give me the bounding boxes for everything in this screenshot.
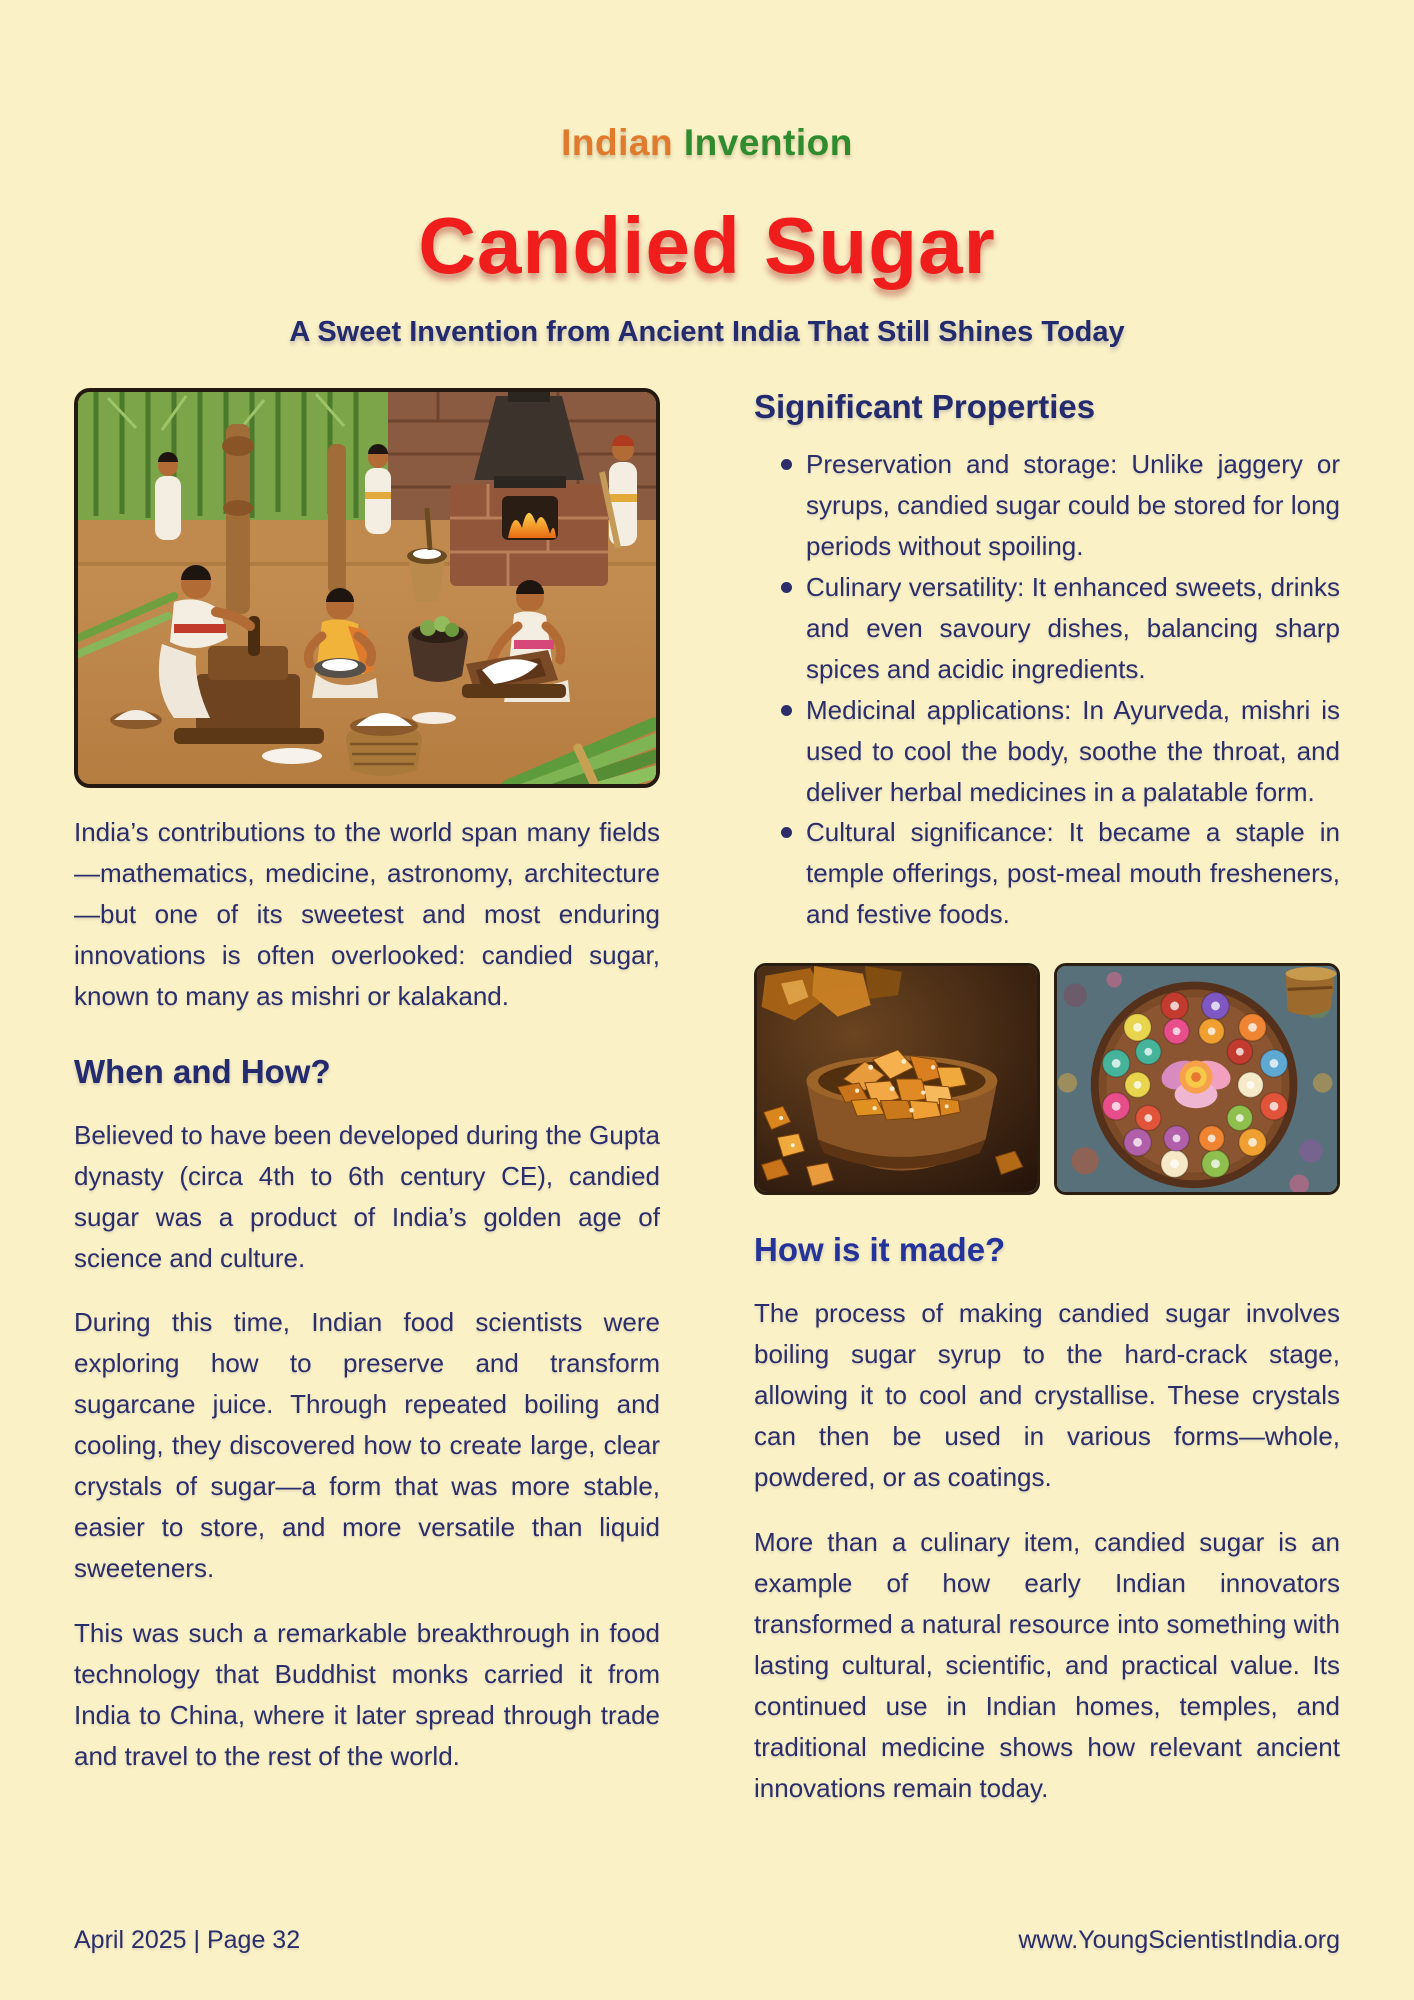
property-item: Cultural significance: It became a staple in temple offerings, post-meal mouth fresheners, and festive foods. xyxy=(754,812,1340,935)
significant-properties-heading: Significant Properties xyxy=(754,388,1096,425)
page-subtitle: A Sweet Invention from Ancient India That Still Shines Today xyxy=(289,316,1125,348)
candied-sweets-tray-photo xyxy=(1057,966,1337,1192)
footer-date-page: April 2025 | Page 32 xyxy=(74,1926,301,1954)
page-footer xyxy=(74,1926,1340,1955)
property-item: Preservation and storage: Unlike jaggery or syrups, candied sugar could be stored for long periods without spoiling. xyxy=(754,444,1340,567)
when-how-paragraph-3: This was such a remarkable breakthrough in food technology that Buddhist monks carried it from India to China, where it later spread through trade and travel to the rest of the world. xyxy=(74,1618,660,1771)
property-item: Culinary versatility: It enhanced sweets, drinks and even savoury dishes, balancing sharp spices and acidic ingredients. xyxy=(754,567,1340,690)
kicker xyxy=(0,122,1414,164)
intro-paragraph: India’s contributions to the world span many fields—mathematics, medicine, astronomy, architecture—but one of its sweetest and most enduring innovations is often overlooked: candied sugar, known to many as mishri or kalakand. xyxy=(74,817,660,1011)
properties-list xyxy=(754,444,1340,935)
mishri-bowl-image xyxy=(754,963,1040,1195)
how-made-paragraph-2: More than a culinary item, candied sugar is an example of how early Indian innovators transformed a natural resource into something with lasting cultural, scientific, and practical value. Its continued use in Indian homes, temples, and traditional medicine shows how relevant ancient innovations remain today. xyxy=(754,1526,1340,1803)
mishri-crystals-photo xyxy=(757,966,1037,1192)
when-how-paragraph-2: During this time, Indian food scientists were exploring how to preserve and transform sugarcane juice. Through repeated boiling and cooling, they discovered how to create large, clear crystals of sugar—a form that was more stable, easier to store, and more versatile than liquid sweeteners. xyxy=(74,1307,660,1584)
how-made-paragraph-1: The process of making candied sugar involves boiling sugar syrup to the hard-crack stage, allowing it to cool and crystallise. These crystals can then be used in various forms—whole, powdered, or as coatings. xyxy=(754,1298,1340,1492)
hero-illustration xyxy=(74,388,660,788)
photo-row xyxy=(754,963,1340,1195)
kicker-word-invention: Invention xyxy=(683,122,853,163)
right-column xyxy=(754,388,1340,1809)
when-how-paragraph-1: Believed to have been developed during the Gupta dynasty (circa 4th to 6th century CE), candied sugar was a product of India’s golden age of science and culture. xyxy=(74,1119,660,1273)
sugar-making-scene-illustration xyxy=(78,392,656,784)
footer-website: www.YoungScientistIndia.org xyxy=(1018,1926,1340,1954)
left-column xyxy=(74,388,660,1777)
property-item: Medicinal applications: In Ayurveda, mishri is used to cool the body, soothe the throat, and deliver herbal medicines in a palatable form. xyxy=(754,690,1340,813)
kicker-word-indian: Indian xyxy=(561,122,674,163)
when-and-how-heading: When and How? xyxy=(74,1052,331,1090)
page-title: Candied Sugar xyxy=(418,201,996,290)
colorful-candies-image xyxy=(1054,963,1340,1195)
how-is-it-made-heading: How is it made? xyxy=(754,1231,1006,1269)
content-columns xyxy=(0,388,1414,1809)
page-header xyxy=(0,0,1414,349)
